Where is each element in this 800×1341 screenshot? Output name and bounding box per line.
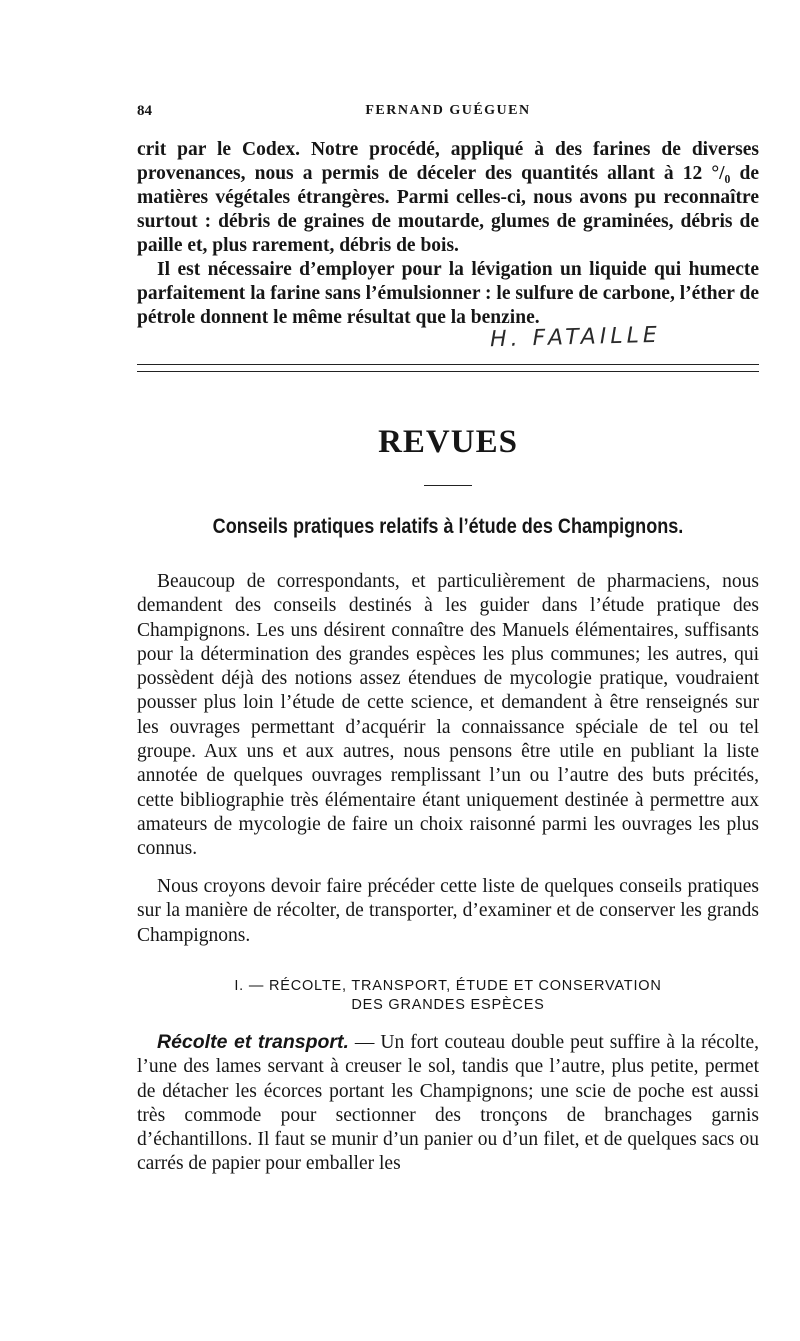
subsection-heading [137,977,759,1015]
page-number: 84 [137,103,152,119]
recolte-run-in-title: Récolte et transport. [157,1031,349,1053]
recolte-paragraph [137,1030,759,1177]
handwritten-signature: H. FATAILLE [489,322,662,353]
subsection-heading-line-2: DES GRANDES ESPÈCES [351,997,545,1013]
recolte-text: — Un fort couteau double peut suffire à la récolte, l’une des lames servant à creuser le sol, tandis que l’autre, plus petite, permet de détacher les écorces portant les Champignons; une scie de poche est aussi très commode pour sectionner des tronçons de branchages garnis d’échantillons. Il faut se munir d’un panier ou d’un filet, et de quelques sacs ou carrés de papier pour emballer les [137,1032,760,1175]
subsection-heading-line-1: I. — RÉCOLTE, TRANSPORT, ÉTUDE ET CONSERVATION [234,978,662,994]
intro-paragraph-1: crit par le Codex. Notre procédé, appliqué à des farines de diverses provenances, nous a permis de déceler des quantités allant à 12 °/₀ de matières végétales étrangères. Parmi celles-ci, nous avons pu reconnaître surtout : débris de graines de moutarde, glumes de graminées, débris de paille et, plus rarement, débris de bois. [137,139,759,256]
intro-paragraph-2: Il est nécessaire d’employer pour la lévigation un liquide qui humecte parfaitement la farine sans l’émulsionner : le sulfure de carbone, l’éther de pétrole donnent le même résultat que la benzine. [137,259,759,328]
short-divider [424,485,472,486]
body-paragraph-2: Nous croyons devoir faire précéder cette liste de quelques conseils pratiques sur la manière de récolter, de transporter, d’examiner et de conserver les grands Champignons. [137,876,759,946]
body-paragraph-1: Beaucoup de correspondants, et particulièrement de pharmaciens, nous demandent des conseils destinés à les guider dans l’étude pratique des Champignons. Les uns désirent connaître des Manuels élémentaires, suffisants pour la détermination des grandes espèces les plus communes; les autres, qui possèdent déjà des notions assez étendues de mycologie pratique, voudraient pousser plus loin l’étude de cette science, et demandent à être renseignés sur les ouvrages permettant d’acquérir la connaissance spéciale de tel ou tel groupe. Aux uns et aux autres, nous pensons être utile en publiant la liste annotée de quelques ouvrages remplissant l’un ou l’autre des buts précités, cette bibliographie très élémentaire étant uniquement destinée à permettre aux amateurs de mycologie de faire un choix raisonné parmi les ouvrages les plus connus. [137,571,759,860]
double-rule-divider [137,364,759,372]
section-heading: REVUES [378,424,518,460]
running-head [137,103,759,125]
article-title: Conseils pratiques relatifs à l’étude des Champignons. [212,515,684,538]
running-title: FERNAND GUÉGUEN [365,103,531,118]
